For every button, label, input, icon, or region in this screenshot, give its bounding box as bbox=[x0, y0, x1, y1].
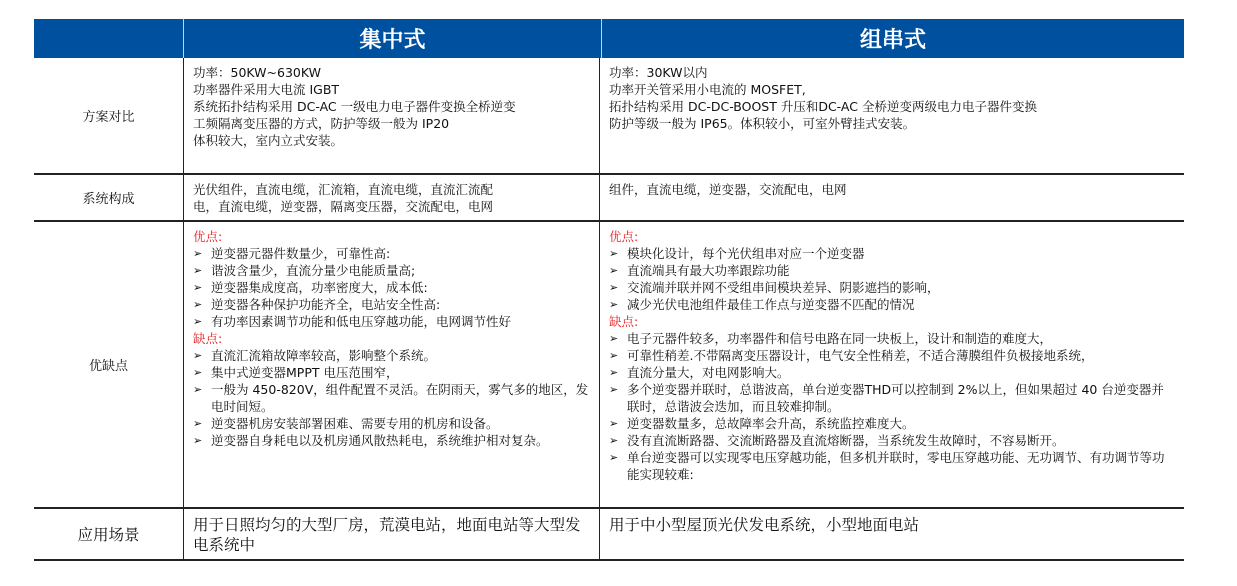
list-item-text: 单台逆变器可以实现零电压穿越功能，但多机并联时，零电压穿越功能、无功调节、有功调节等功能实现较难: bbox=[627, 450, 1165, 482]
list-item bbox=[609, 432, 1176, 449]
list-item-text: 逆变器机房安装部署困难、需要专用的机房和设备。 bbox=[211, 416, 499, 431]
row-label: 应用场景 bbox=[77, 526, 140, 544]
arrow-bullet-icon: ➢ bbox=[609, 264, 619, 277]
text-line: 功率：50KW~630KW bbox=[193, 65, 321, 80]
row-label: 方案对比 bbox=[82, 110, 135, 125]
list-item bbox=[609, 364, 1176, 381]
list-item-text: 逆变器自身耗电以及机房通风散热耗电，系统维护相对复杂。 bbox=[211, 433, 549, 448]
text-line: 功率器件采用大电流 IGBT bbox=[193, 82, 340, 97]
list-item-text: 直流端具有最大功率跟踪功能 bbox=[627, 263, 790, 278]
arrow-bullet-icon: ➢ bbox=[193, 366, 203, 379]
text-line: 功率开关管采用小电流的 MOSFET, bbox=[609, 82, 806, 97]
text-line: 系统拓扑结构采用 DC-AC 一级电力电子器件变换全桥逆变 bbox=[193, 99, 516, 114]
list-item-text: 集中式逆变器MPPT 电压范围窄， bbox=[211, 365, 399, 380]
text-line: 拓扑结构采用 DC-DC-BOOST 升压和DC-AC 全桥逆变两级电力电子器件变换 bbox=[609, 99, 1037, 114]
string-cell: 用于中小型屋顶光伏发电系统，小型地面电站 bbox=[609, 516, 920, 534]
list-item bbox=[193, 313, 591, 330]
list-item-text: 模块化设计，每个光伏组串对应一个逆变器 bbox=[627, 246, 865, 261]
table-row-system bbox=[34, 175, 1184, 222]
header-string: 组串式 bbox=[859, 28, 926, 53]
string-cell bbox=[600, 58, 1184, 173]
list-item-text: 逆变器集成度高，功率密度大，成本低: bbox=[211, 280, 428, 295]
table-row-application bbox=[34, 509, 1184, 561]
arrow-bullet-icon: ➢ bbox=[193, 349, 203, 362]
list-item bbox=[193, 381, 591, 415]
arrow-bullet-icon: ➢ bbox=[193, 281, 203, 294]
arrow-bullet-icon: ➢ bbox=[609, 383, 619, 396]
text-line: 防护等级一般为 IP65。体积较小，可室外臂挂式安装。 bbox=[609, 116, 916, 131]
list-item-text: 逆变器各种保护功能齐全，电站安全性高: bbox=[211, 297, 441, 312]
row-label: 优缺点 bbox=[88, 359, 128, 374]
arrow-bullet-icon: ➢ bbox=[193, 383, 203, 396]
central-cell bbox=[183, 175, 600, 220]
list-item bbox=[609, 415, 1176, 432]
list-item bbox=[193, 296, 591, 313]
list-item-text: 电子元器件较多，功率器件和信号电路在同一块板上，设计和制造的难度大， bbox=[627, 331, 1053, 346]
arrow-bullet-icon: ➢ bbox=[609, 366, 619, 379]
central-cell bbox=[183, 58, 600, 173]
list-item-text: 可靠性稍差.不带隔离变压器设计，电气安全性稍差，不适合薄膜组件负极接地系统， bbox=[627, 348, 1094, 363]
arrow-bullet-icon: ➢ bbox=[609, 451, 619, 464]
arrow-bullet-icon: ➢ bbox=[193, 247, 203, 260]
list-item bbox=[193, 432, 591, 449]
list-item-text: 多个逆变器并联时，总谐波高，单台逆变器THD可以控制到 2%以上，但如果超过 40 台逆变器并联时，总谐波会迭加，而且较难抑制。 bbox=[627, 382, 1164, 414]
list-item-text: 交流端并联并网不受组串间模块差异、阴影遮挡的影响， bbox=[627, 280, 940, 295]
arrow-bullet-icon: ➢ bbox=[609, 247, 619, 260]
text-line: 功率：30KW以内 bbox=[609, 65, 708, 80]
text-line: 组件，直流电缆，逆变器，交流配电，电网 bbox=[609, 182, 847, 197]
cons-heading: 缺点: bbox=[609, 314, 639, 329]
list-item bbox=[609, 245, 1176, 262]
arrow-bullet-icon: ➢ bbox=[609, 281, 619, 294]
string-cell bbox=[600, 175, 1184, 220]
list-item-text: 逆变器元器件数量少，可靠性高: bbox=[211, 246, 391, 261]
list-item bbox=[609, 330, 1176, 347]
comparison-table bbox=[34, 19, 1184, 561]
list-item bbox=[609, 262, 1176, 279]
list-item bbox=[609, 347, 1176, 364]
pros-heading: 优点: bbox=[609, 229, 639, 244]
cons-heading: 缺点: bbox=[193, 331, 223, 346]
table-row-scheme bbox=[34, 58, 1184, 175]
text-line: 电，直流电缆，逆变器，隔离变压器，交流配电，电网 bbox=[193, 199, 494, 214]
list-item-text: 有功率因素调节功能和低电压穿越功能，电网调节性好 bbox=[211, 314, 512, 329]
arrow-bullet-icon: ➢ bbox=[609, 434, 619, 447]
text-line: 光伏组件，直流电缆，汇流箱，直流电缆，直流汇流配 bbox=[193, 182, 494, 197]
header-blank bbox=[34, 19, 183, 58]
list-item bbox=[193, 279, 591, 296]
table-header bbox=[34, 19, 1184, 58]
list-item-text: 谐波含量少，直流分量少电能质量高; bbox=[211, 263, 416, 278]
central-cell: 用于日照均匀的大型厂房，荒漠电站，地面电站等大型发电系统中 bbox=[183, 509, 600, 559]
arrow-bullet-icon: ➢ bbox=[609, 417, 619, 430]
list-item-text: 逆变器数量多，总故障率会升高，系统监控难度大。 bbox=[627, 416, 915, 431]
string-cell bbox=[600, 222, 1184, 507]
list-item-text: 减少光伏电池组件最佳工作点与逆变器不匹配的情况 bbox=[627, 297, 915, 312]
arrow-bullet-icon: ➢ bbox=[193, 264, 203, 277]
arrow-bullet-icon: ➢ bbox=[193, 434, 203, 447]
list-item bbox=[193, 262, 591, 279]
list-item-text: 没有直流断路器、交流断路器及直流熔断器，当系统发生故障时，不容易断开。 bbox=[627, 433, 1065, 448]
list-item-text: 直流汇流箱故障率较高，影响整个系统。 bbox=[211, 348, 437, 363]
list-item bbox=[193, 245, 591, 262]
table-row-proscons bbox=[34, 222, 1184, 509]
list-item bbox=[193, 347, 591, 364]
central-cell bbox=[183, 222, 600, 507]
text-line: 体积较大，室内立式安装。 bbox=[193, 133, 344, 148]
list-item-text: 一般为 450-820V，组件配置不灵活。在阴雨天，雾气多的地区，发电时间短。 bbox=[211, 382, 589, 414]
arrow-bullet-icon: ➢ bbox=[193, 315, 203, 328]
row-label: 系统构成 bbox=[82, 192, 135, 207]
arrow-bullet-icon: ➢ bbox=[193, 298, 203, 311]
list-item bbox=[609, 279, 1176, 296]
pros-heading: 优点: bbox=[193, 229, 223, 244]
arrow-bullet-icon: ➢ bbox=[609, 349, 619, 362]
list-item bbox=[193, 415, 591, 432]
list-item-text: 直流分量大，对电网影响大。 bbox=[627, 365, 790, 380]
list-item bbox=[193, 364, 591, 381]
text-line: 工频隔离变压器的方式，防护等级一般为 IP20 bbox=[193, 116, 450, 131]
list-item bbox=[609, 381, 1176, 415]
arrow-bullet-icon: ➢ bbox=[609, 332, 619, 345]
list-item bbox=[609, 296, 1176, 313]
header-central: 集中式 bbox=[183, 19, 602, 58]
arrow-bullet-icon: ➢ bbox=[193, 417, 203, 430]
list-item bbox=[609, 449, 1176, 483]
arrow-bullet-icon: ➢ bbox=[609, 298, 619, 311]
